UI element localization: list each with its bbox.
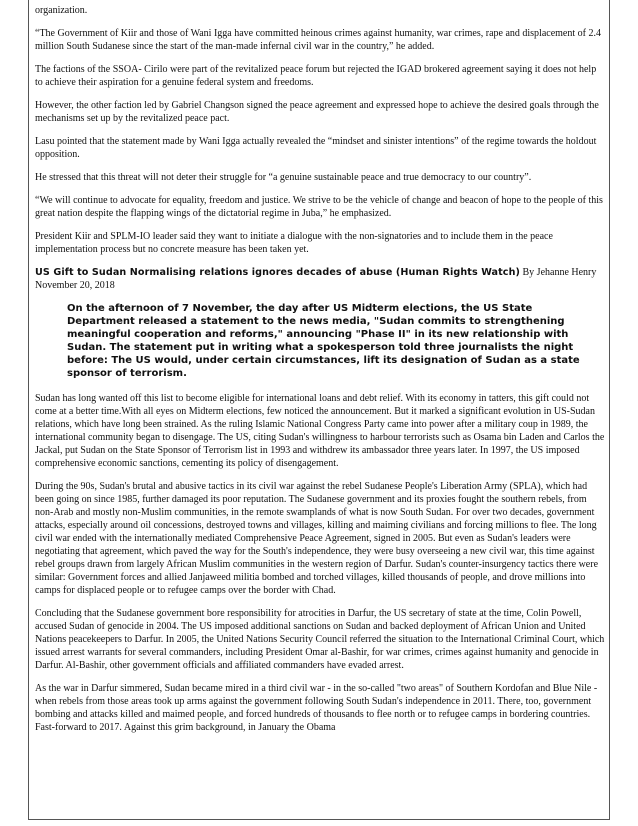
article-headline — [35, 266, 605, 279]
article-byline: By Jehanne Henry — [522, 267, 597, 278]
document-page — [28, 0, 610, 820]
article-date: November 20, 2018 — [35, 280, 115, 291]
article-paragraph: Sudan has long wanted off this list to become eligible for international loans and debt relief. With its economy in tatters, this gift could not come at a better time.With all eyes on Midterm elections, few noticed the announcement. But it marked a significant evolution in US-Sudan relations, which have long been strained. As the ruling Islamic National Congress Party came into power after a military coup in 1989, the international community began to disengage. The US, citing Sudan's willingness to harbour terrorists such as Osama bin Laden and Carlos the Jackal, put Sudan on the State Sponsor of Terrorism list in 1993 and withdrew its ambassador three years later. In 1997, the US imposed comprehensive economic sanctions, cementing its policy of disengagement. — [35, 393, 605, 469]
paragraph: “We will continue to advocate for equality, freedom and justice. We strive to be the vehicle of change and beacon of hope to the people of this great nation despite the flapping wings of the dictatorial regime in Juba,” he emphasized. — [35, 195, 603, 219]
article-title: US Gift to Sudan Normalising relations ignores decades of abuse (Human Rights Watch) — [35, 267, 521, 278]
paragraph: “The Government of Kiir and those of Wani Igga have committed heinous crimes against humanity, war crimes, rape and displacement of 2.4 million South Sudanese since the start of the man-made infernal civil war in the country,” he added. — [35, 28, 601, 52]
paragraph: However, the other faction led by Gabriel Changson signed the peace agreement and expressed hope to achieve the desired goals through the mechanisms set up by the revitalized peace pact. — [35, 100, 599, 124]
paragraph: President Kiir and SPLM-IO leader said they want to initiate a dialogue with the non-signatories and to include them in the peace implementation process but no concrete measure has been taken yet. — [35, 231, 553, 255]
paragraph: organization. — [35, 5, 88, 16]
article-paragraph: As the war in Darfur simmered, Sudan became mired in a third civil war - in the so-called "two areas" of Southern Kordofan and Blue Nile - when rebels from those areas took up arms against the government following South Sudan's independence in 2011. There, too, government bombing and attacks killed and maimed people, and forced hundreds of thousands to flee north or to refugee camps in bordering countries. Fast-forward to 2017. Against this grim background, in January the Obama — [35, 683, 598, 733]
paragraph: He stressed that this threat will not deter their struggle for “a genuine sustainable peace and true democracy to our country”. — [35, 172, 532, 183]
paragraph: Lasu pointed that the statement made by Wani Igga actually revealed the “mindset and sinister intentions” of the regime towards the holdout opposition. — [35, 136, 597, 160]
paragraph: The factions of the SSOA- Cirilo were part of the revitalized peace forum but rejected the IGAD brokered agreement saying it does not help to achieve their aspiration for a genuine federal system and freedoms. — [35, 64, 597, 88]
article-paragraph: During the 90s, Sudan's brutal and abusive tactics in its civil war against the rebel Sudanese People's Liberation Army (SPLA), which had been going on since 1985, further damaged its poor reputation. The Sudanese government and its proxies fought the southern rebels, from non-Arab and mostly non-Muslim communities, in the remote swamplands of what is now South Sudan. For over two decades, government attacks, especially around oil concessions, destroyed towns and villages, killing and maiming civilians and forcing millions to flee. The long civil war ended with the internationally mediated Comprehensive Peace Agreement, signed in 2005. But even as Sudan's leaders were negotiating that agreement, which paved the way for the South's independence, they were busy overseeing a new civil war, this time against rebel groups drawn from largely African Muslim communities in the western region of Darfur. Sudan's counter-insurgency tactics there were similar: Government forces and allied Janjaweed militia bombed and torched villages, killed thousands of people, and drove millions into camps for displaced people or to refugee camps over the border with Chad. — [35, 481, 599, 596]
article-paragraph: Concluding that the Sudanese government bore responsibility for atrocities in Darfur, the US secretary of state at the time, Colin Powell, accused Sudan of genocide in 2004. The US imposed additional sanctions on Sudan and backed deployment of African Union and United Nations peacekeepers to Darfur. In 2005, the United Nations Security Council referred the situation to the International Criminal Court, which issued arrest warrants for several commanders, including President Omar al-Bashir, for war crimes, crimes against humanity and genocide in Darfur. Al-Bashir, other government officials and affiliated commanders have evaded arrest. — [35, 608, 605, 671]
article-lead: On the afternoon of 7 November, the day after US Midterm elections, the US State Department released a statement to the news media, "Sudan commits to strengthening meaningful cooperation and reforms," announcing "Phase II" in its new relationship with Sudan. The statement put in writing what a spokesperson told three journalists the night before: The US would, under certain circumstances, lift its designation of Sudan as a state sponsor of terrorism. — [67, 303, 580, 379]
